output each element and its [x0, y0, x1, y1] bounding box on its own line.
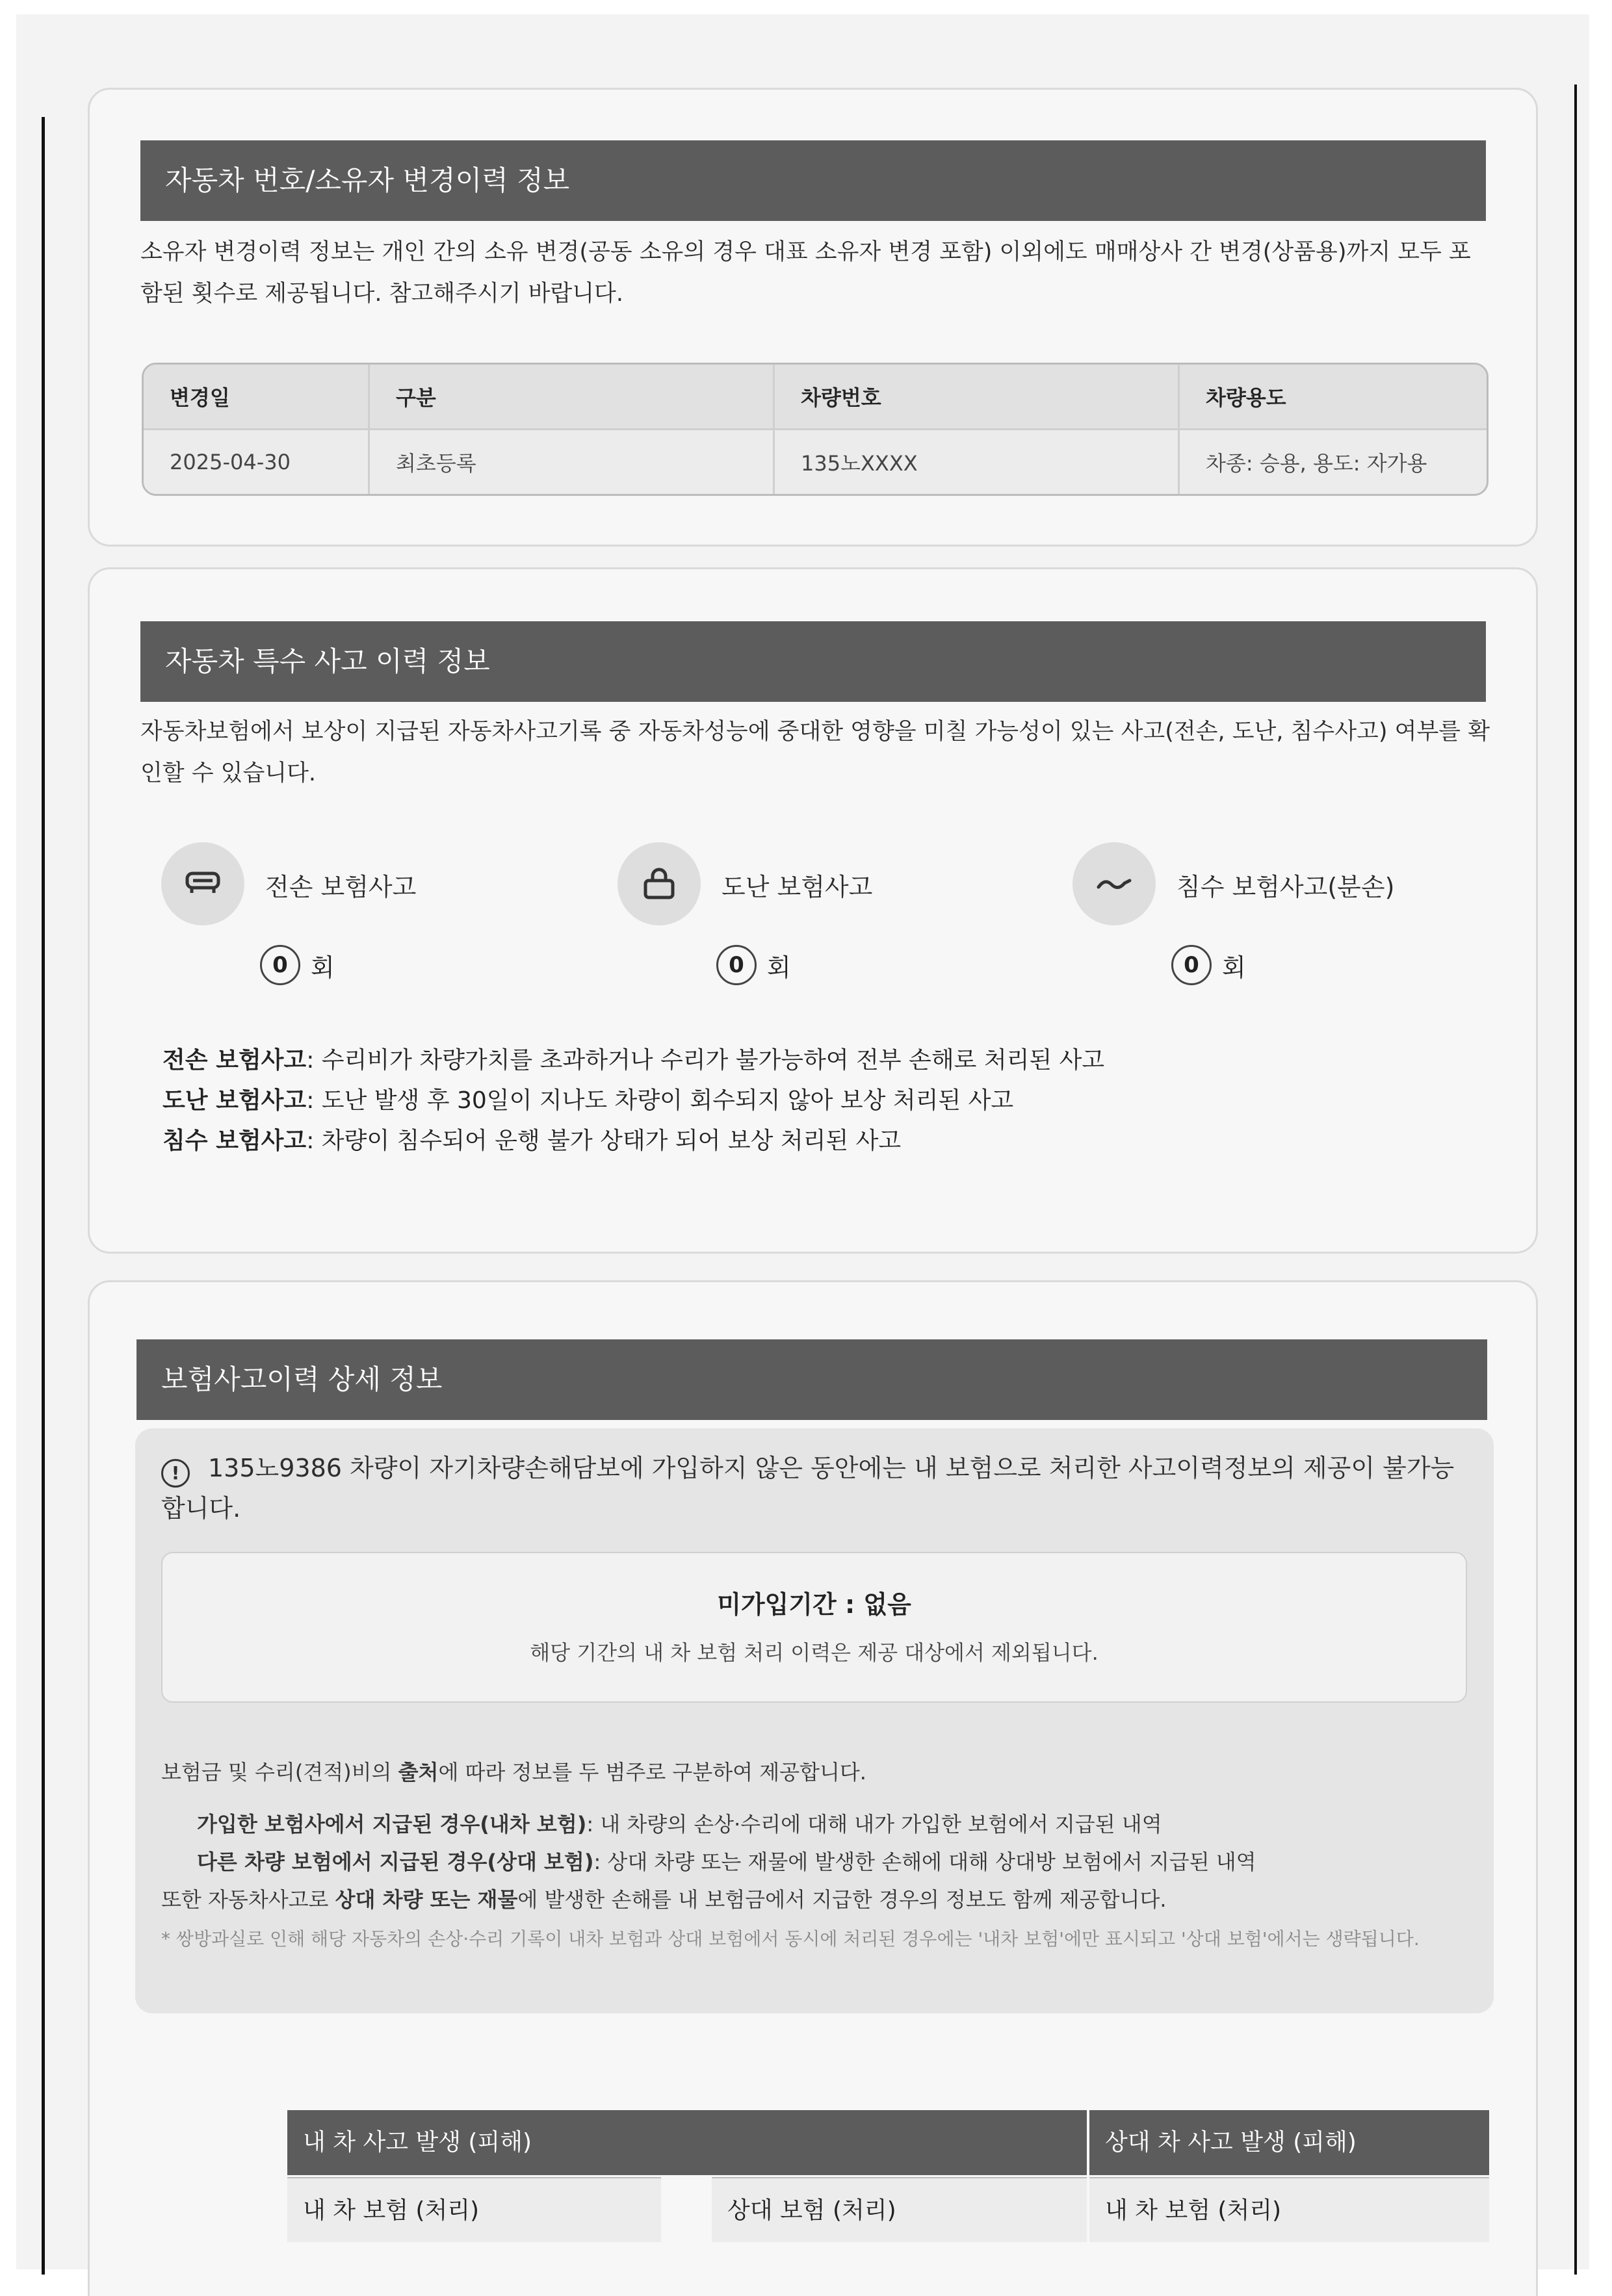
- my-insurance-column-other: 내 차 보험 (처리): [1089, 2177, 1489, 2242]
- insurance-explanation: [161, 1753, 1481, 1955]
- other-insurance-line: 다른 차량 보험에서 지급된 경우(상대 보험): 상대 차량 또는 재물에 발생한 손해에 대해 상대방 보험에서 지급된 내역: [197, 1850, 1256, 1874]
- source-intro: 보험금 및 수리(견적)비의 출처에 따라 정보를 두 범주로 구분하여 제공합니다.: [161, 1760, 866, 1785]
- other-insurance-column: 상대 보험 (처리): [712, 2177, 1087, 2242]
- total-loss-count: [260, 945, 335, 985]
- flood-count: [1171, 945, 1246, 985]
- theft-item: [618, 842, 1034, 992]
- special-accident-title: 자동차 특수 사고 이력 정보: [140, 621, 1486, 702]
- count-unit: 회: [1222, 953, 1246, 982]
- table-row: [144, 430, 1487, 494]
- count-value: 0: [716, 945, 757, 985]
- total-loss-item: [161, 842, 577, 992]
- special-accident-card: [88, 567, 1538, 1254]
- column-header: 차량용도: [1180, 365, 1487, 430]
- wave-icon: [1072, 842, 1156, 925]
- my-insurance-column: 내 차 보험 (처리): [287, 2177, 661, 2242]
- total-loss-label: 전손 보험사고: [265, 873, 417, 901]
- own-insurance-line: 가입한 보험사에서 지급된 경우(내차 보험): 내 차량의 손상·수리에 대해 내가 가입한 보험에서 지급된 내역: [197, 1812, 1162, 1837]
- damage-to-others-line: 또한 자동차사고로 상대 차량 또는 재물에 발생한 손해를 내 보험금에서 지급한 경우의 정보도 함께 제공합니다.: [161, 1887, 1167, 1912]
- count-unit: 회: [767, 953, 791, 982]
- insurance-detail-title: 보험사고이력 상세 정보: [136, 1339, 1487, 1420]
- definition-theft: 도난 보험사고: 도난 발생 후 30일이 지나도 차량이 회수되지 않아 보상 처리된 사고: [162, 1087, 1014, 1114]
- uninsured-period-note: 해당 기간의 내 차 보험 처리 이력은 제공 대상에서 제외됩니다.: [530, 1640, 1098, 1665]
- definition-flood: 침수 보험사고: 차량이 침수되어 운행 불가 상태가 되어 보상 처리된 사고: [162, 1128, 902, 1154]
- car-icon: [161, 842, 244, 925]
- uninsured-period-box: [161, 1552, 1467, 1703]
- accident-definitions: [162, 1040, 1104, 1161]
- insurance-notice-box: [135, 1428, 1494, 2013]
- theft-label: 도난 보험사고: [722, 873, 873, 901]
- count-unit: 회: [311, 953, 335, 982]
- table-cell: 최초등록: [370, 430, 775, 494]
- scan-edge-left: [42, 117, 45, 2275]
- table-cell: 차종: 승용, 용도: 자가용: [1180, 430, 1487, 494]
- definition-total-loss: 전손 보험사고: 수리비가 차량가치를 초과하거나 수리가 불가능하여 전부 손해로 처리된 사고: [162, 1047, 1105, 1074]
- uninsured-period-title: 미가입기간 : 없음: [717, 1590, 911, 1619]
- ownership-description: 소유자 변경이력 정보는 개인 간의 소유 변경(공동 소유의 경우 대표 소유자 변경 포함) 이외에도 매매상사 간 변경(상품용)까지 모두 포함된 횟수로 제공됩니다. 참고해주시기 바랍니다.: [140, 239, 1471, 307]
- info-icon: !: [161, 1459, 190, 1488]
- scan-edge-right: [1574, 84, 1577, 2275]
- table-cell: 135노XXXX: [775, 430, 1180, 494]
- column-header: 구분: [370, 365, 775, 430]
- ownership-card: [88, 88, 1538, 547]
- special-accident-description: 자동차보험에서 보상이 지급된 자동차사고기록 중 자동차성능에 중대한 영향을 미칠 가능성이 있는 사고(전손, 도난, 침수사고) 여부를 확인할 수 있습니다.: [140, 719, 1490, 786]
- ownership-table: [142, 363, 1488, 496]
- my-car-accident-header: 내 차 사고 발생 (피해): [287, 2110, 1087, 2175]
- flood-item: [1072, 842, 1488, 992]
- other-car-accident-header: 상대 차 사고 발생 (피해): [1089, 2110, 1489, 2175]
- flood-label: 침수 보험사고(분손): [1176, 873, 1395, 901]
- theft-count: [716, 945, 791, 985]
- table-header-row: [144, 365, 1487, 430]
- count-value: 0: [260, 945, 300, 985]
- count-value: 0: [1171, 945, 1212, 985]
- lock-icon: [618, 842, 701, 925]
- column-header: 변경일: [144, 365, 370, 430]
- table-cell: 2025-04-30: [144, 430, 370, 494]
- ownership-title: 자동차 번호/소유자 변경이력 정보: [140, 140, 1486, 221]
- insurance-notice: ! 135노9386 차량이 자기차량손해담보에 가입하지 않은 동안에는 내 보험으로 처리한 사고이력정보의 제공이 불가능합니다.: [161, 1454, 1455, 1523]
- column-header: 차량번호: [775, 365, 1180, 430]
- footnote: * 쌍방과실로 인해 해당 자동차의 손상·수리 기록이 내차 보험과 상대 보험에서 동시에 처리된 경우에는 '내차 보험'에만 표시되고 '상대 보험'에서는 생략됩니다.: [161, 1928, 1420, 1950]
